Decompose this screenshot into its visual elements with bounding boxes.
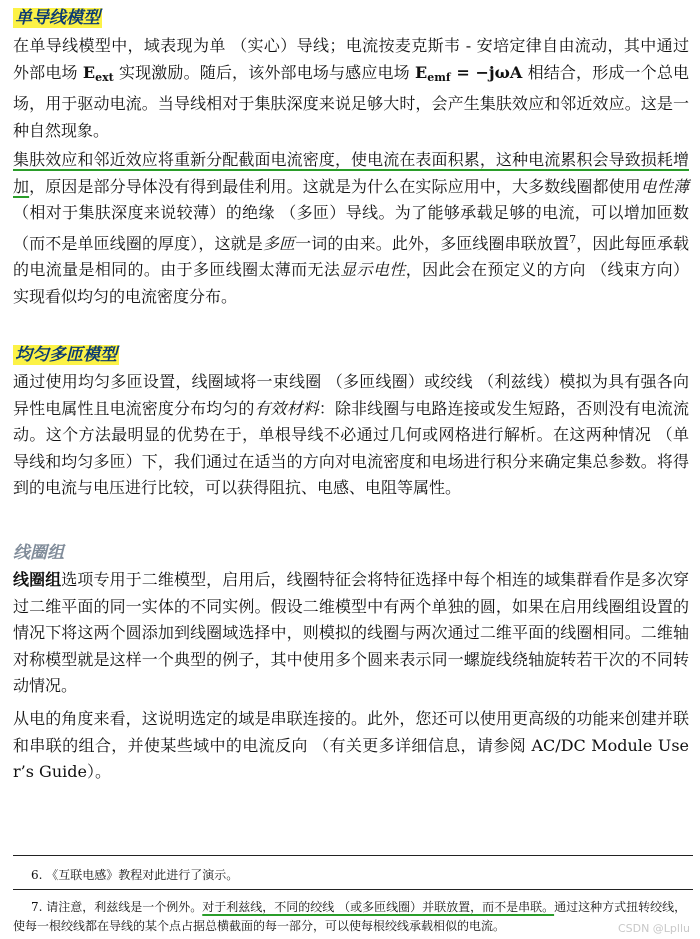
heading-coil-group: 线圈组 — [13, 543, 64, 563]
underlined-sentence: 集肤效应和邻近效应将重新分配截面电流密度，使电流在表面积累，这种电流累积会导致损耗增加 — [13, 150, 689, 196]
paragraph-homogenized-multiturn: 通过使用均匀多匝设置，线圈域将一束线圈 （多匝线圈）或绞线 （利兹线）模拟为具有强各向异性电属性且电流密度分布均匀的有效材料：除非线圈与电路连接或发生短路，否则没有电流流动。这个方法最明显的优势在于，单根导线不必通过几何或网格进行解析。在这两种情况 （单导线和均匀多匝）下，我们通过在适当的方向对电流密度和电场进行积分来确定集总参数。将得到的电流与电压进行比较，可以获得阻抗、电感、电阻等属性。 — [13, 372, 689, 497]
paragraph-series-connection: 从电的角度来看，这说明选定的域是串联连接的。此外，您还可以使用更高级的功能来创建并联和串联的组合，并使某些域中的电流反向 （有关更多详细信息，请参阅 AC/DC Module User’s Guide）。 — [13, 709, 689, 781]
heading-single-conductor: 单导线模型 — [15, 8, 100, 28]
footnote-6: 6. 《互联电感》教程对此进行了演示。 — [31, 868, 239, 882]
paragraph-single-conductor-intro: 在单导线模型中，域表现为单 （实心）导线；电流按麦克斯韦 - 安培定律自由流动，其中通过外部电场 $E_{ext}$ 实现激励。随后，该外部电场与感应电场 $E_{emf} = -j\omega A$ 相结合，形成一个总电场，用于驱动电流。当导线相对于集肤深度来说足够大时，会产生集肤效应和邻近效应。这是一种自然现象。 — [13, 36, 690, 140]
footnote-7: 7. 请注意，利兹线是一个例外。对于利兹线，不同的绞线 （或多匝线圈）并联放置，而不是串联。通过这种方式扭转绞线，使每一根绞线都在导线的某个点占据总横截面的每一部分，可以使每根绞线承载相似的电流。 — [13, 900, 687, 933]
footnote-divider-2 — [13, 889, 693, 890]
heading-homogenized-multiturn: 均匀多匝模型 — [15, 345, 117, 365]
paragraph-coil-group: 线圈组选项专用于二维模型，启用后，线圈特征会将特征选择中每个相连的域集群看作是多次穿过二维平面的同一实体的不同实例。假设二维模型中有两个单独的圆，如果在启用线圈组设置的情况下将这两个圆添加到线圈域选择中，则模拟的线圈与两次通过二维平面的线圈相同。二维轴对称模型就是这样一个典型的例子，其中使用多个圆来表示同一螺旋线绕轴旋转若干次的不同转动情况。 — [13, 570, 689, 695]
footnote-ref-7: 7 — [569, 232, 577, 246]
watermark: CSDN @Lpllu — [617, 922, 690, 935]
paragraph-skin-effect: 集肤效应和邻近效应将重新分配截面电流密度，使电流在表面积累，这种电流累积会导致损耗增加，原因是部分导体没有得到最佳利用。这就是为什么在实际应用中，大多数线圈都使用电性薄 （相对于集肤深度来说较薄）的绝缘 （多匝）导线。为了能够承载足够的电流，可以增加匝数 （而不是单匝线圈的厚度），这就是多匝一词的由来。此外，多匝线圈串联放置$^7$，因此每匝承载的电流量是相同的。由于多匝线圈太薄而无法显示电性，因此会在预定义的方向 （线束方向）实现看似均匀的电流密度分布。 — [13, 150, 689, 306]
footnote-divider — [13, 855, 693, 856]
